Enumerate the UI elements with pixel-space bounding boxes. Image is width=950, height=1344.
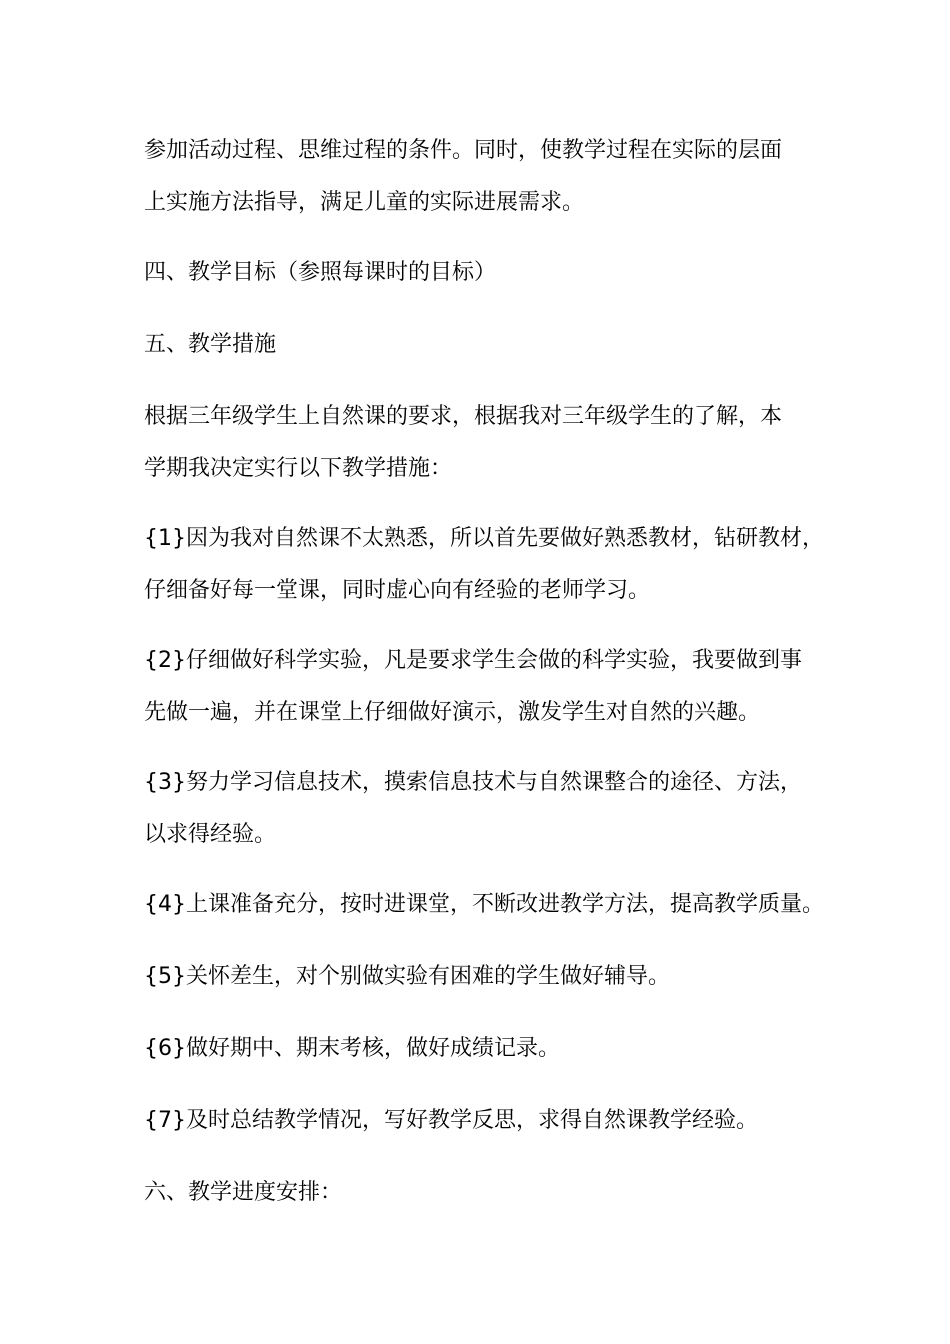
paragraph-measures-intro: [144, 391, 816, 495]
text-line: {2}仔细做好科学实验，凡是要求学生会做的科学实验，我要做到事: [144, 648, 802, 673]
text-line: 四、教学目标（参照每课时的目标）: [144, 260, 497, 285]
text-line: {5}关怀差生，对个别做实验有困难的学生做好辅导。: [144, 964, 670, 989]
measure-item-6: [144, 1023, 816, 1075]
measure-item-2: [144, 635, 816, 739]
measure-item-5: [144, 951, 816, 1003]
text-line: 根据三年级学生上自然课的要求，根据我对三年级学生的了解，本: [144, 404, 783, 429]
text-line: 上实施方法指导，满足儿童的实际进展需求。: [144, 190, 585, 215]
text-line: 参加活动过程、思维过程的条件。同时，使教学过程在实际的层面: [144, 138, 783, 163]
paragraph-conditions: [144, 125, 816, 229]
measure-item-7: [144, 1095, 816, 1147]
heading-teaching-goals: [144, 247, 816, 299]
text-line: {6}做好期中、期末考核，做好成绩记录。: [144, 1036, 560, 1061]
text-line: {1}因为我对自然课不太熟悉，所以首先要做好熟悉教材，钻研教材，: [144, 526, 824, 551]
text-line: 六、教学进度安排：: [144, 1180, 343, 1205]
text-line: 仔细备好每一堂课，同时虚心向有经验的老师学习。: [144, 578, 651, 603]
measure-item-4: [144, 879, 824, 931]
text-line: 学期我决定实行以下教学措施：: [144, 456, 453, 481]
text-line: {7}及时总结教学情况，写好教学反思，求得自然课教学经验。: [144, 1108, 758, 1133]
text-line: {4}上课准备充分，按时进课堂，不断改进教学方法，提高教学质量。: [144, 892, 824, 917]
text-line: 以求得经验。: [144, 822, 277, 847]
heading-teaching-measures: [144, 319, 816, 371]
text-line: 先做一遍，并在课堂上仔细做好演示，激发学生对自然的兴趣。: [144, 700, 761, 725]
text-line: {3}努力学习信息技术，摸索信息技术与自然课整合的途径、方法，: [144, 770, 802, 795]
text-line: 五、教学措施: [144, 332, 277, 357]
heading-schedule: [144, 1167, 816, 1219]
measure-item-3: [144, 757, 816, 861]
measure-item-1: [144, 513, 824, 617]
